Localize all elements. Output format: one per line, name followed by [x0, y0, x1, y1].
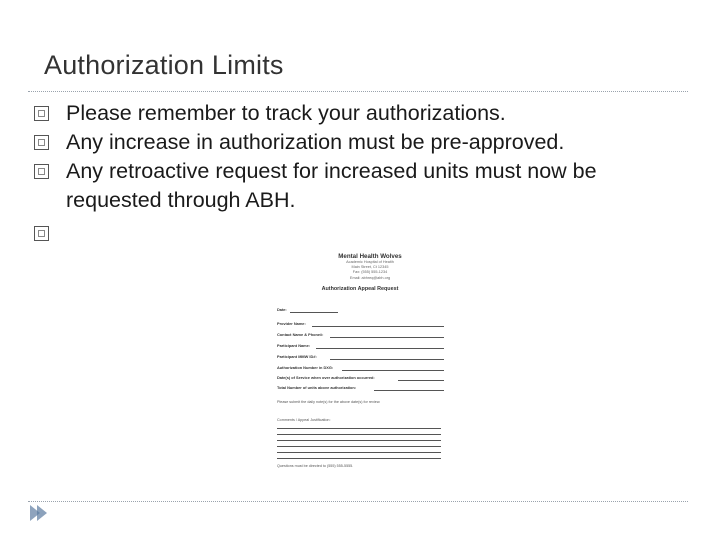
form-comment-line — [277, 458, 441, 459]
form-title: Authorization Appeal Request — [321, 285, 399, 292]
bullet-item-empty — [30, 219, 690, 248]
bullet-item — [30, 128, 690, 157]
form-field-line — [316, 348, 444, 349]
form-field-label: Authorization Number in DXG: — [277, 365, 334, 370]
checkbox-bullet-icon — [34, 106, 49, 121]
form-field-line — [342, 370, 444, 371]
form-instruction: Please submit the daily note(s) for the above date(s) for review. — [277, 400, 381, 404]
form-field-line — [312, 326, 444, 327]
form-field-line — [374, 390, 444, 391]
bottom-divider — [28, 501, 688, 502]
bullet-text: Any retroactive request for increased units must now be requested through ABH. — [66, 159, 597, 212]
form-address-line: Email: abhreq@abh.org — [349, 275, 391, 280]
next-slide-arrow-icon[interactable] — [28, 504, 48, 522]
checkbox-bullet-icon — [34, 164, 49, 179]
form-field-label: Total Number of units above authorization: — [277, 385, 357, 390]
form-comment-line — [277, 440, 441, 441]
form-field-line — [290, 312, 338, 313]
bullet-text: Any increase in authorization must be pre-approved. — [66, 130, 565, 154]
slide-title: Authorization Limits — [44, 50, 284, 80]
form-field-label: Participant Name: — [277, 343, 311, 348]
authorization-appeal-form-image — [270, 253, 448, 475]
form-comment-line — [277, 452, 441, 453]
form-address-line: Main Street, Ct 12345 — [351, 265, 389, 270]
checkbox-bullet-icon — [34, 226, 49, 241]
form-field-label: Provider Name: — [277, 321, 306, 326]
form-field-label: Date(s) of Service when over authorization occurred: — [277, 375, 375, 380]
form-comment-line — [277, 428, 441, 429]
bullet-text: Please remember to track your authorizations. — [66, 101, 506, 125]
form-footer: Questions must be directed to (555) 555-5555. — [277, 464, 354, 468]
bullet-item — [30, 99, 690, 128]
bullet-list — [30, 99, 690, 248]
form-field-label: Contact Name & Phone#: — [277, 332, 324, 337]
title-divider — [28, 91, 688, 92]
checkbox-bullet-icon — [34, 135, 49, 150]
form-comment-line — [277, 434, 441, 435]
form-address-line: Fax: (555) 555-1234 — [352, 270, 388, 275]
form-field-label: Date: — [277, 307, 287, 312]
bullet-item — [30, 157, 690, 215]
form-field-line — [398, 380, 444, 381]
form-field-label: Participant MMW ID#: — [277, 354, 317, 359]
form-address-line: Academic Hospital of Health — [346, 260, 394, 264]
form-org-name: Mental Health Wolves — [338, 253, 402, 260]
form-comments-label: Comments / Appeal Justification: — [277, 418, 331, 422]
form-field-line — [330, 337, 444, 338]
form-field-line — [330, 359, 444, 360]
form-comment-line — [277, 446, 441, 447]
